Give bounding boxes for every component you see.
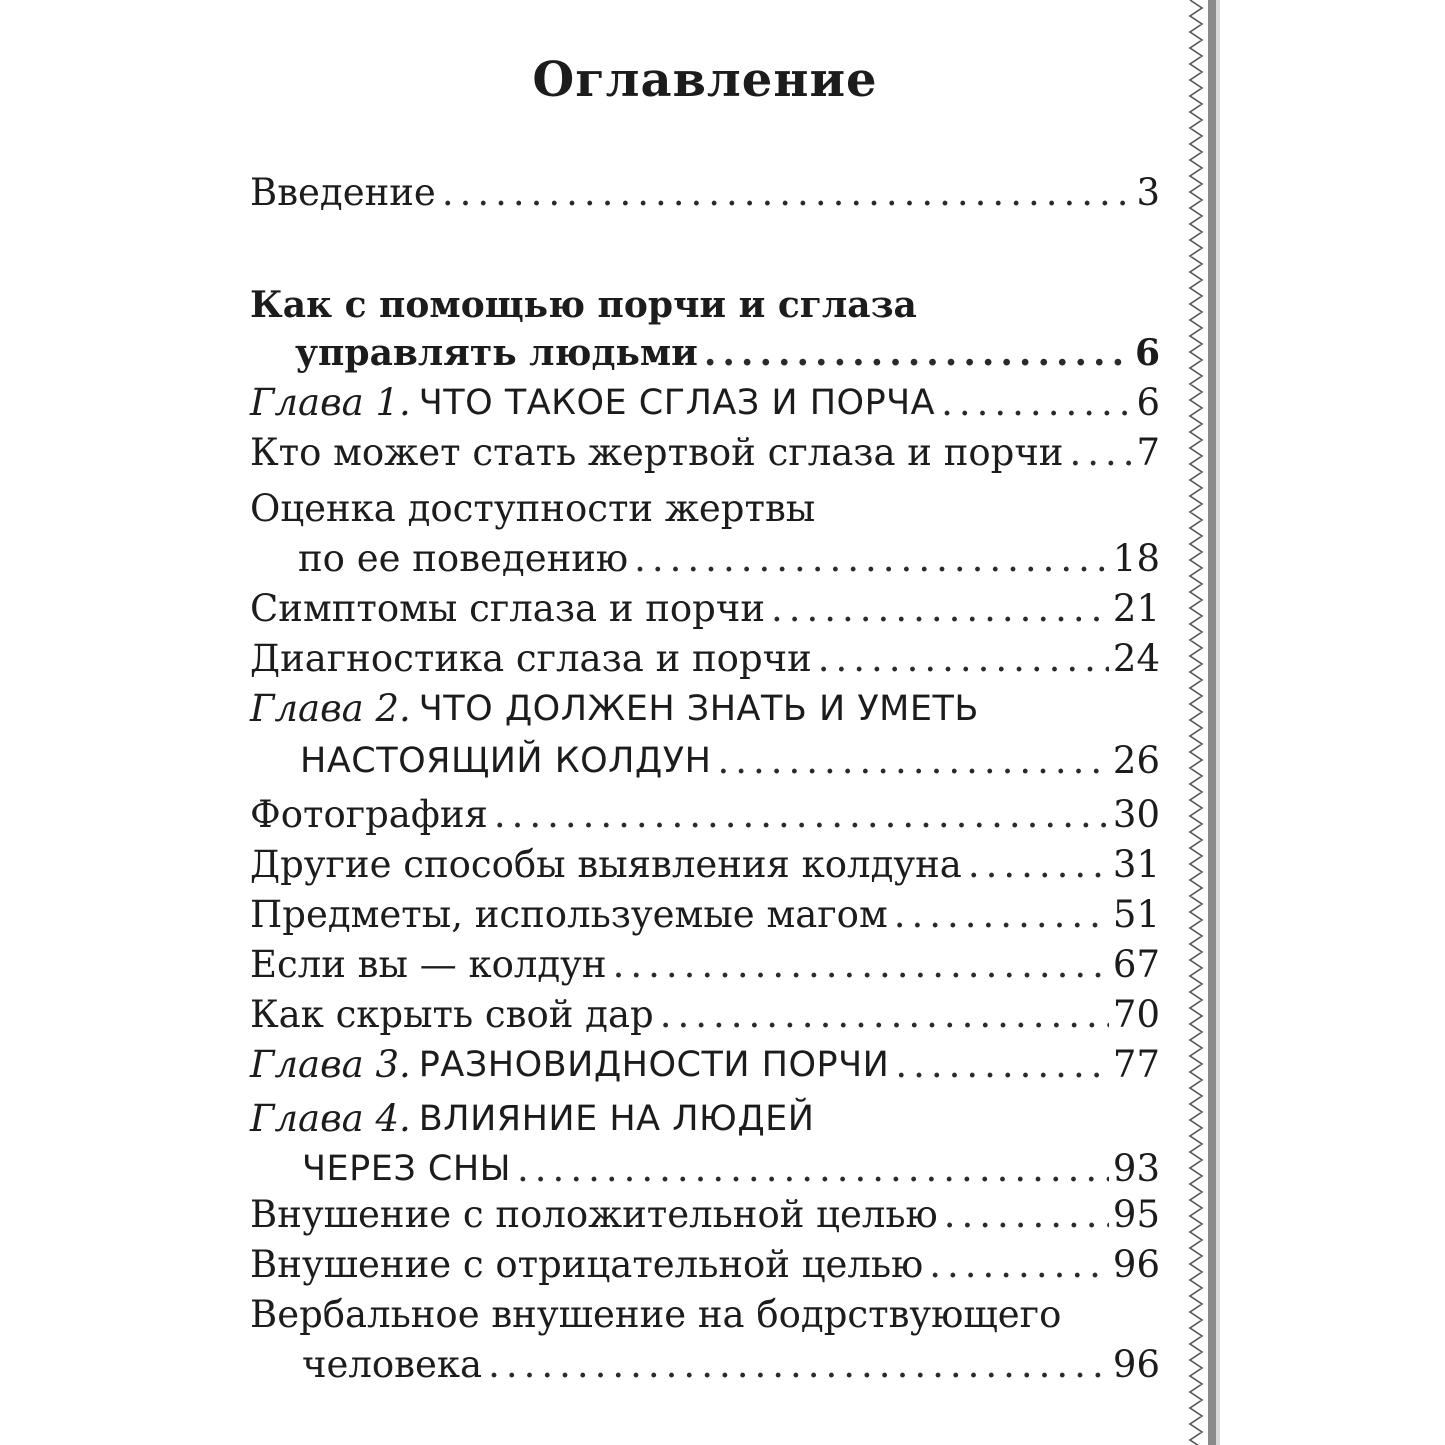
toc-page-number: 93 — [1112, 1147, 1160, 1190]
toc-entry-title: Введение — [250, 171, 436, 214]
leader-dots — [442, 168, 1133, 218]
chapter-prefix: Глава 1. — [250, 381, 411, 424]
toc-page-number: 18 — [1112, 537, 1160, 580]
toc-page-number: 31 — [1112, 843, 1160, 886]
toc-entry[interactable] — [250, 890, 1160, 940]
toc-page-number: 70 — [1112, 993, 1160, 1036]
leader-dots — [771, 584, 1109, 634]
leader-dots — [929, 1240, 1109, 1290]
toc-entry-title: Предметы, используемые магом — [250, 893, 888, 936]
leader-dots — [717, 736, 1108, 786]
toc-page-number: 51 — [1112, 893, 1160, 936]
toc-entry[interactable] — [250, 280, 1160, 374]
chapter-prefix: Глава 3. — [250, 1043, 411, 1086]
leader-dots — [634, 534, 1109, 584]
toc-entry[interactable] — [250, 634, 1160, 684]
toc-page-number: 7 — [1136, 431, 1160, 474]
toc-page-number: 67 — [1112, 943, 1160, 986]
toc-entry-title: ВЛИЯНИЕ НА ЛЮДЕЙ — [418, 1099, 815, 1139]
toc-entry-title: Вербальное внушение на бодрствующего — [250, 1293, 1062, 1336]
toc-entry[interactable] — [250, 1190, 1160, 1240]
toc-entry-title: Если вы — колдун — [250, 943, 607, 986]
toc-page-number: 6 — [1134, 332, 1160, 374]
toc-entry[interactable] — [250, 940, 1160, 990]
leader-dots — [944, 1190, 1109, 1240]
chapter-prefix: Глава 4. — [250, 1097, 411, 1140]
toc-entry-title: Как скрыть свой дар — [250, 993, 654, 1036]
chapter-prefix: Глава 2. — [250, 687, 411, 730]
leader-dots — [488, 1340, 1109, 1390]
toc-entry-title: Оценка доступности жертвы — [250, 487, 816, 530]
toc-page-number: 96 — [1112, 1243, 1160, 1286]
leader-dots — [1069, 428, 1132, 478]
leader-dots — [517, 1144, 1109, 1194]
toc-page-number: 24 — [1112, 637, 1160, 680]
toc-entry-title: НАСТОЯЩИЙ КОЛДУН — [300, 741, 712, 781]
page-edge — [1208, 0, 1216, 1445]
leader-dots — [968, 840, 1109, 890]
toc-entry-title: РАЗНОВИДНОСТИ ПОРЧИ — [418, 1045, 890, 1085]
leader-dots — [818, 634, 1109, 684]
leader-dots — [494, 790, 1109, 840]
toc-page-number: 95 — [1112, 1193, 1160, 1236]
toc-entry[interactable] — [250, 584, 1160, 634]
toc-entry[interactable] — [250, 168, 1160, 218]
toc-entry[interactable] — [250, 790, 1160, 840]
page-title: Оглавление — [532, 52, 878, 108]
toc-entry[interactable] — [250, 484, 1160, 580]
leader-dots — [941, 378, 1132, 428]
toc-page-number: 3 — [1136, 171, 1160, 214]
toc-entry-title: Симптомы сглаза и порчи — [250, 587, 765, 630]
toc-page-number: 30 — [1112, 793, 1160, 836]
toc-entry[interactable] — [250, 840, 1160, 890]
toc-entry-title: Кто может стать жертвой сглаза и порчи — [250, 431, 1064, 474]
page-edge-shadow — [1216, 0, 1220, 1445]
toc-entry[interactable] — [250, 1290, 1160, 1386]
toc-entry-title: Внушение с отрицательной целью — [250, 1243, 924, 1286]
toc-entry[interactable] — [250, 428, 1160, 478]
toc-entry[interactable] — [250, 1094, 1160, 1190]
toc-entry-title: управлять людьми — [295, 332, 698, 374]
toc-entry-title: ЧТО ДОЛЖЕН ЗНАТЬ И УМЕТЬ — [418, 689, 979, 729]
toc-entry[interactable] — [250, 378, 1160, 428]
leader-dots — [660, 990, 1109, 1040]
toc-entry[interactable] — [250, 684, 1160, 782]
toc-entry-title: ЧТО ТАКОЕ СГЛАЗ И ПОРЧА — [418, 383, 936, 423]
toc-entry-title: Как с помощью порчи и сглаза — [250, 284, 917, 326]
toc-page-number: 96 — [1112, 1343, 1160, 1386]
toc-entry-title: по ее поведению — [298, 537, 629, 580]
toc-entry-title: ЧЕРЕЗ СНЫ — [302, 1149, 512, 1189]
toc-entry[interactable] — [250, 1240, 1160, 1290]
toc-page-number: 21 — [1112, 587, 1160, 630]
toc-entry-title: Диагностика сглаза и порчи — [250, 637, 812, 680]
decorative-border — [1180, 0, 1210, 1445]
toc-entry-title: Внушение с положительной целью — [250, 1193, 938, 1236]
toc-entry-title: Другие способы выявления колдуна — [250, 843, 962, 886]
toc-entry[interactable] — [250, 990, 1160, 1040]
toc-entry-title: Фотография — [250, 793, 488, 836]
leader-dots — [704, 328, 1131, 378]
leader-dots — [613, 940, 1109, 990]
toc-page-number: 77 — [1112, 1043, 1160, 1086]
toc-page-number: 26 — [1112, 739, 1160, 782]
leader-dots — [895, 1040, 1109, 1090]
toc-entry[interactable] — [250, 1040, 1160, 1090]
toc-page-number: 6 — [1136, 381, 1160, 424]
leader-dots — [894, 890, 1109, 940]
toc-entry-title: человека — [302, 1343, 483, 1386]
